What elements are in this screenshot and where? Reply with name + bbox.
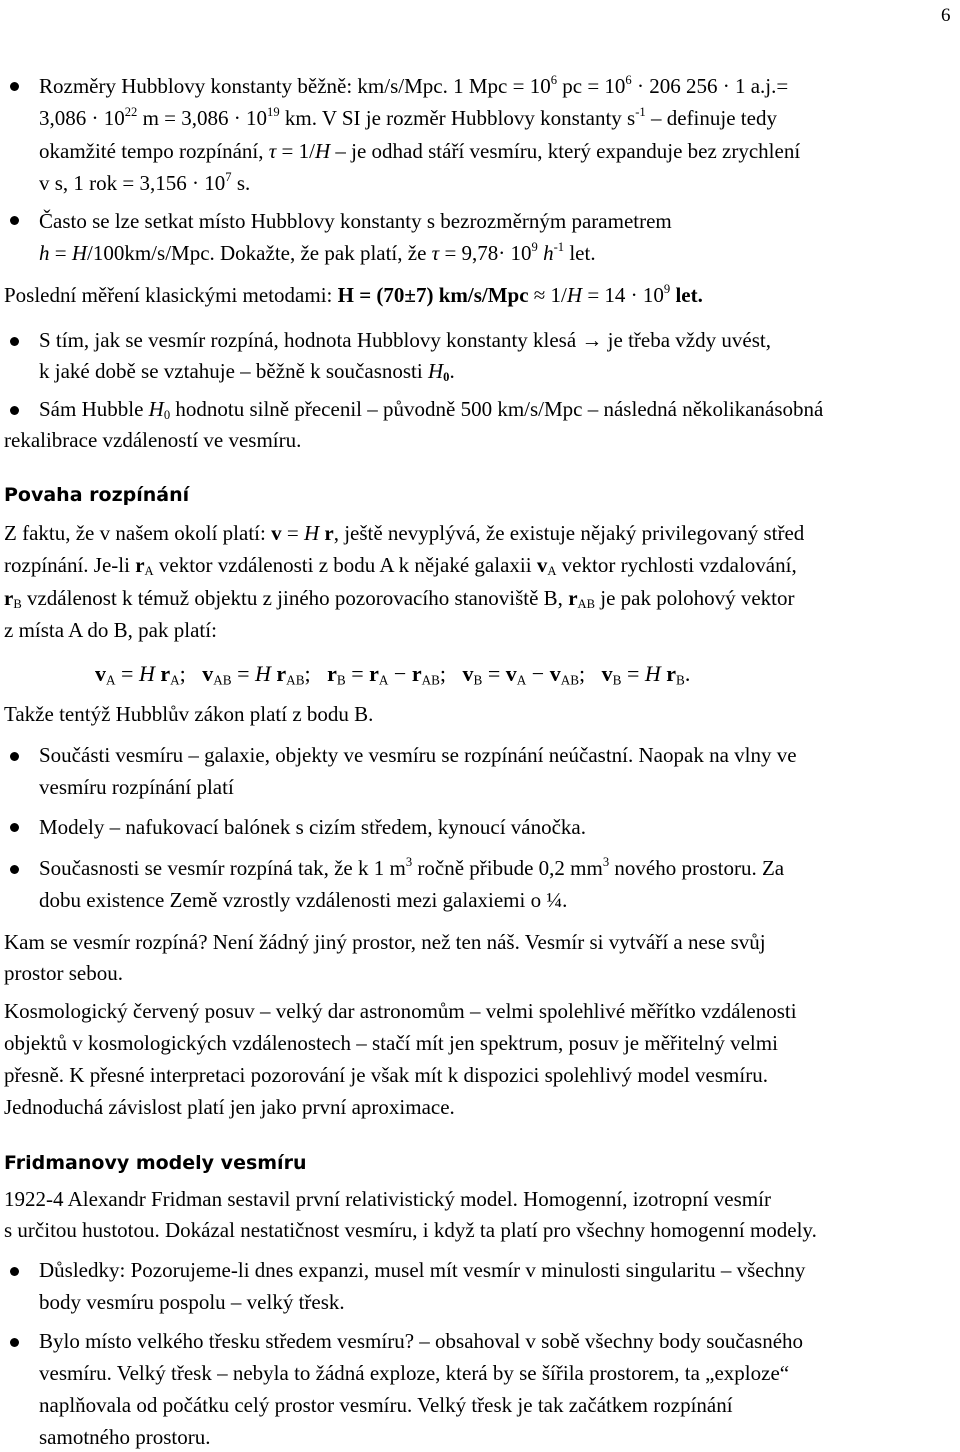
section-title-fridman: Fridmanovy modely vesmíru — [4, 1152, 307, 1174]
vector-equation: $v_A = H$ $r_A$; $v_{AB} = H$ $r_{AB}$; $r_B = r_A - r_{AB}$; $v_B = v_A - v_{AB}$; $v_B = H$ $r_B$. — [95, 661, 691, 688]
redshift-line-1: Kosmologický červený posuv – velký dar astronomům – velmi spolehlivé měřítko vzdálenosti — [4, 999, 797, 1023]
nature-line-1: Z faktu, že v našem okolí platí: v = H r, ještě nevyplývá, že existuje nějaký privilegovaný střed — [4, 521, 805, 545]
consequences-line-2: body vesmíru pospolu – velký třesk. — [39, 1290, 345, 1314]
bullet — [10, 406, 19, 415]
page-number: 6 — [941, 5, 951, 26]
same-law: Takže tentýž Hubblův zákon platí z bodu B. — [4, 702, 374, 726]
nature-line-2: rozpínání. Je-li $r_A$ vektor vzdálenosti z bodu A k nějaké galaxii $v_A$ vektor rychlosti vzdalování, — [4, 553, 797, 579]
nature-line-3: $r_B$ vzdálenost k témuž objektu z jiného pozorovacího stanoviště B, $r_{AB}$ je pak polohový vektor — [4, 586, 795, 612]
consequences-line-1: Důsledky: Pozorujeme-li dnes expanzi, musel mít vesmír v minulosti singularitu – všechny — [39, 1258, 806, 1282]
fridman-line-1: 1922-4 Alexandr Fridman sestavil první relativistický model. Homogenní, izotropní vesmír — [4, 1187, 771, 1211]
hubble-units-line-4: v s, 1 rok = $3,156 \cdot 10^7$ s. — [39, 170, 251, 195]
where-line-1: Kam se vesmír rozpíná? Není žádný jiný prostor, než ten náš. Vesmír si vytváří a nese svůj — [4, 930, 766, 954]
redshift-line-2: objektů v kosmologických vzdálenostech – stačí mít jen spektrum, posuv je měřitelný velmi — [4, 1031, 778, 1055]
last-measurement: Poslední měření klasickými metodami: H = (70±7) $km/s/Mpc \approx 1/H = 14 \cdot 10^9$ let. — [4, 282, 703, 307]
currently-line-2: dobu existence Země vzrostly vzdálenosti mezi galaxiemi o ¼. — [39, 888, 568, 912]
bigbang-line-4: samotného prostoru. — [39, 1425, 211, 1449]
bigbang-line-2: vesmíru. Velký třesk – nebyla to žádná exploze, která by se šířila prostorem, ta „exploze“ — [39, 1361, 790, 1385]
bullet — [10, 865, 19, 874]
bullet — [10, 82, 19, 91]
currently-line-1: Současnosti se vesmír rozpíná tak, že k 1 $m^3$ ročně přibude 0,2 $mm^3$ nového prostoru. Za — [39, 855, 785, 880]
bullet — [10, 752, 19, 761]
redshift-line-3: přesně. K přesné interpretaci pozorování je však mít k dispozici spolehlivý model vesmíru. — [4, 1063, 768, 1087]
bigbang-line-1: Bylo místo velkého třesku středem vesmíru? – obsahoval v sobě všechny body současného — [39, 1329, 804, 1353]
fridman-line-2: s určitou hustotou. Dokázal nestatičnost vesmíru, i když ta platí pro všechny homogenní modely. — [4, 1218, 817, 1242]
decrease-line-1: S tím, jak se vesmír rozpíná, hodnota Hubblovy konstanty klesá → je třeba vždy uvést, — [39, 328, 771, 352]
bullet — [10, 1338, 19, 1347]
dimensionless-line-2: h = H/100km/s/Mpc. Dokažte, že pak platí, že $\tau = 9,78\cdot 10^9$ $h^{-1}$ let. — [39, 240, 596, 265]
hubble-himself-line-2: rekalibrace vzdáleností ve vesmíru. — [4, 428, 302, 452]
section-title-povaha: Povaha rozpínání — [4, 484, 190, 506]
decrease-line-2: k jaké době se vztahuje – běžně k současnosti $H_0$. — [39, 359, 455, 385]
where-line-2: prostor sebou. — [4, 961, 123, 985]
bullet — [10, 823, 19, 832]
redshift-line-4: Jednoduchá závislost platí jen jako první aproximace. — [4, 1095, 455, 1119]
components-line-2: vesmíru rozpínání platí — [39, 775, 234, 799]
bullet — [10, 216, 19, 225]
hubble-himself-line-1: Sám Hubble $H_0$ hodnotu silně přecenil – původně 500 km/s/Mpc – následná několikanásobná — [39, 397, 824, 423]
bigbang-line-3: naplňovala od počátku celý prostor vesmíru. Velký třesk je tak začátkem rozpínání — [39, 1393, 733, 1417]
models-line: Modely – nafukovací balónek s cizím středem, kynoucí vánočka. — [39, 815, 587, 839]
hubble-units-line-1: Rozměry Hubblovy konstanty běžně: km/s/Mpc. 1 Mpc = $10^6$ pc = $10^6 \cdot 206$ 256 · 1 a.j.= — [39, 73, 789, 98]
hubble-units-line-2: $3,086 \cdot 10^{22}$ $m = 3,086 \cdot 10^{19}$ km. V SI je rozměr Hubblovy konstanty $s^{-1}$ – definuje tedy — [39, 105, 777, 130]
nature-line-4: z místa A do B, pak platí: — [4, 618, 217, 642]
bullet — [10, 1267, 19, 1276]
dimensionless-line-1: Často se lze setkat místo Hubblovy konstanty s bezrozměrným parametrem — [39, 209, 672, 233]
hubble-units-line-3: okamžité tempo rozpínání, τ = 1/H – je odhad stáří vesmíru, který expanduje bez zrychlení — [39, 139, 801, 163]
components-line-1: Součásti vesmíru – galaxie, objekty ve vesmíru se rozpínání neúčastní. Naopak na vlny ve — [39, 743, 797, 767]
bullet — [10, 337, 19, 346]
